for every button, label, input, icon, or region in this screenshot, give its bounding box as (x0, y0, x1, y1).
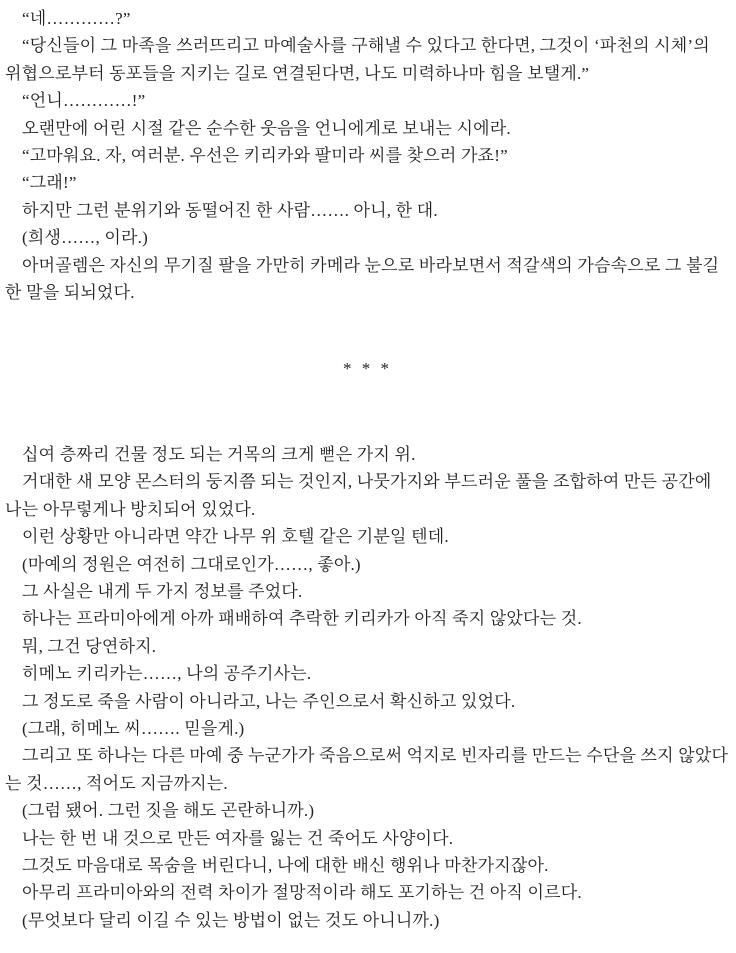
paragraph: 히메노 키리카는……, 나의 공주기사는. (22, 664, 312, 684)
paragraph: 하지만 그런 분위기와 동떨어진 한 사람……. 아니, 한 대. (22, 200, 438, 220)
paragraph: 거대한 새 모양 몬스터의 둥지쯤 되는 것인지, 나뭇가지와 부드러운 풀을 조합하여 만든 공간에 나는 아무렇게나 방치되어 있었다. (5, 472, 712, 519)
paragraph: 이런 상황만 아니라면 약간 나무 위 호텔 같은 기분일 텐데. (22, 527, 449, 547)
novel-text-section-2 (5, 441, 730, 934)
paragraph: 십여 층짜리 건물 정도 되는 거목의 크게 뻗은 가지 위. (22, 444, 416, 464)
paragraph: 그 사실은 내게 두 가지 정보를 주었다. (22, 581, 303, 601)
paragraph: (그래, 히메노 씨……. 믿을게.) (22, 718, 245, 738)
paragraph: 그리고 또 하나는 다른 마예 중 누군가가 죽음으로써 억지로 빈자리를 만드는 수단을 쓰지 않았다는 것……, 적어도 지금까지는. (5, 746, 729, 793)
paragraph: 아머골렘은 자신의 무기질 팔을 가만히 카메라 눈으로 바라보면서 적갈색의 가슴속으로 그 불길한 말을 되뇌었다. (5, 255, 720, 303)
novel-text-section-1 (5, 5, 730, 306)
paragraph: “당신들이 그 마족을 쓰러뜨리고 마예술사를 구해낼 수 있다고 한다면, 그것이 ‘파천의 시체’의 위협으로부터 동포들을 지키는 길로 연결된다면, 나도 미력하나마 힘을 보탤게.” (5, 36, 710, 83)
paragraph: 아무리 프라미아와의 전력 차이가 절망적이라 해도 포기하는 건 아직 이르다. (22, 883, 582, 903)
paragraph: 나는 한 번 내 것으로 만든 여자를 잃는 건 죽어도 사양이다. (22, 828, 454, 848)
paragraph: (무엇보다 달리 이길 수 있는 방법이 없는 것도 아니니까.) (22, 910, 440, 930)
paragraph: (희생……, 이라.) (22, 228, 148, 248)
paragraph: 하나는 프라미아에게 아까 패배하여 추락한 키리카가 아직 죽지 않았다는 것. (22, 609, 582, 629)
scene-break-divider: * * * (343, 359, 392, 379)
paragraph: (그럼 됐어. 그런 짓을 해도 곤란하니까.) (22, 801, 315, 821)
paragraph: 그 정도로 죽을 사람이 아니라고, 나는 주인으로서 확신하고 있었다. (22, 691, 516, 711)
paragraph: “언니…………!” (22, 91, 146, 111)
paragraph: “네…………?” (22, 9, 131, 28)
paragraph: (마예의 정원은 여전히 그대로인가……, 좋아.) (22, 554, 361, 574)
paragraph: 그것도 마음대로 목숨을 버린다니, 나에 대한 배신 행위나 마찬가지잖아. (22, 855, 549, 875)
paragraph: 뭐, 그건 당연하지. (22, 636, 157, 656)
paragraph: “고마워요. 자, 여러분. 우선은 키리카와 팔미라 씨를 찾으러 가죠!” (22, 146, 508, 166)
paragraph: 오랜만에 어린 시절 같은 순수한 웃음을 언니에게로 보내는 시에라. (22, 118, 511, 138)
paragraph: “그래!” (22, 173, 77, 193)
